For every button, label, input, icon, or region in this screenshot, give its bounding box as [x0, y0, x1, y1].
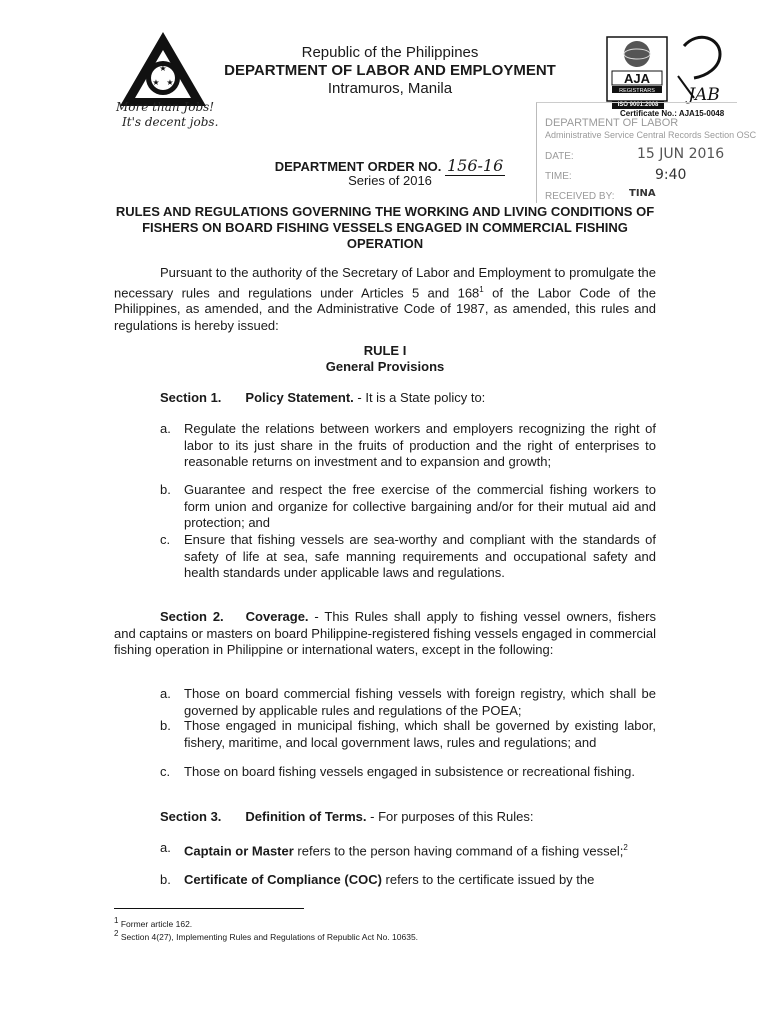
term-captain-or-master: Captain or Master — [184, 843, 294, 859]
header-department: DEPARTMENT OF LABOR AND EMPLOYMENT — [224, 62, 556, 79]
header-republic: Republic of the Philippines — [301, 44, 479, 61]
section-3-item-a — [160, 840, 656, 874]
stamp-date-value: 15 JUN 2016 — [637, 146, 725, 162]
jab-logo — [676, 34, 726, 104]
footnote-divider — [114, 908, 304, 909]
section-1-label: Section 1. — [160, 390, 222, 405]
preamble — [114, 265, 656, 334]
stamp-date-label: DATE: — [545, 151, 574, 162]
aja-registrars-logo — [606, 36, 668, 102]
section-2-item-b — [160, 718, 656, 768]
section-1-item-a — [160, 421, 656, 487]
definition-text — [184, 840, 656, 860]
section-1-intro: - It is a State policy to: — [353, 390, 486, 405]
section-3-label: Section 3. — [160, 809, 222, 824]
list-letter: b. — [160, 482, 171, 497]
term-coc: Certificate of Compliance (COC) — [184, 872, 382, 887]
section-2-item-c — [160, 764, 656, 798]
tagline-1: More than Jobs! — [116, 100, 215, 114]
list-letter: b. — [160, 718, 171, 733]
stamp-service: Administrative Service Central Records Section OSC — [545, 130, 757, 140]
preamble-part-2: of the Labor Code of the Philippines, as amended, and the Administrative Code of 1987, as amended, this rules and regulations is hereby issued: — [114, 284, 656, 333]
footnote-2 — [114, 928, 418, 943]
footnote-ref-2: 2 — [623, 843, 628, 852]
list-text: Those on board commercial fishing vessels with foreign registry, which shall be governed by applicable rules and regulations of the POEA; — [184, 686, 656, 718]
header-place: Intramuros, Manila — [327, 80, 453, 97]
stamp-time-value: 9:40 — [655, 167, 687, 183]
section-3-heading — [160, 809, 660, 826]
list-letter: c. — [160, 532, 171, 547]
registrars-text: REGISTRARS — [619, 88, 655, 94]
section-2-intro: - This Rules shall apply to fishing vessel owners, fishers and captains or masters on board Philippine-registered fishing vessels engaged in commercial fishing operation in Philippine or international waters, except in the following: — [114, 609, 656, 657]
list-text: Regulate the relations between workers and employers recognizing the right of labor to its just share in the fruits of production and the right of enterprises to reasonable returns on investment and to expansion and growth; — [184, 421, 656, 469]
footnote-mark: 1 — [114, 916, 119, 925]
section-2-item-a — [160, 686, 656, 720]
section-1-heading — [160, 390, 660, 407]
list-text: Those engaged in municipal fishing, which shall be governed by existing labor, fishery, maritime, and local government laws, rules and regulations; and — [184, 718, 656, 750]
list-letter: a. — [160, 840, 171, 855]
definition-text — [184, 872, 656, 889]
footnote-text: Section 4(27), Implementing Rules and Regulations of Republic Act No. 10635. — [120, 931, 419, 942]
rule-number: RULE I — [363, 343, 407, 358]
list-letter: a. — [160, 686, 171, 701]
stamp-received-label: RECEIVED BY: — [545, 191, 615, 202]
main-title: RULES AND REGULATIONS GOVERNING THE WORKING AND LIVING CONDITIONS OF FISHERS ON BOARD FISHING VESSELS ENGAGED IN COMMERCIAL FISHING OPERATION — [115, 204, 655, 251]
list-letter: a. — [160, 421, 171, 436]
receipt-stamp — [536, 102, 757, 203]
tagline-2: It's decent jobs. — [122, 115, 219, 129]
aja-text: AJA — [623, 71, 651, 86]
section-3-title: Definition of Terms. — [245, 809, 367, 824]
footnote-mark: 2 — [114, 929, 119, 938]
section-1-item-c — [160, 532, 656, 598]
section-1-item-b — [160, 482, 656, 532]
section-2-paragraph — [114, 609, 656, 659]
list-text: Ensure that fishing vessels are sea-worthy and compliant with the standards of safety of life at sea, safe manning requirements and occupational safety and health standards under applicable laws and regulations. — [184, 532, 656, 580]
svg-text:★: ★ — [159, 64, 167, 73]
stamp-time-label: TIME: — [545, 171, 572, 182]
list-letter: c. — [160, 764, 171, 779]
list-text: Guarantee and respect the free exercise of the commercial fishing workers to form union and organize for collective bargaining and/or for their mutual aid and protection; and — [184, 482, 656, 530]
order-title-prefix: DEPARTMENT ORDER NO. — [274, 159, 442, 174]
order-number: 156-16 — [446, 156, 504, 175]
svg-text:★: ★ — [152, 78, 160, 87]
stamp-department: DEPARTMENT OF LABOR — [545, 117, 679, 129]
footnote-ref-1: 1 — [479, 284, 484, 294]
jab-text: JAB — [688, 85, 720, 104]
section-3-intro: - For purposes of this Rules: — [366, 809, 534, 824]
preamble-part-1: Pursuant to the authority of the Secretary of Labor and Employment to promulgate the necessary rules and regulations under Articles 5 and 168 — [114, 265, 656, 300]
footnote-text: Former article 162. — [120, 918, 193, 929]
certificate-number: Certificate No.: AJA15-0048 — [620, 109, 725, 118]
stamp-received-value: TINA — [629, 188, 656, 199]
list-text: Those on board fishing vessels engaged in subsistence or recreational fishing. — [184, 764, 635, 779]
section-2-title: Coverage. — [245, 609, 309, 624]
list-letter: b. — [160, 872, 171, 887]
section-1-title: Policy Statement. — [245, 390, 354, 405]
term-definition: refers to the certificate issued by the — [381, 872, 595, 887]
svg-text:★: ★ — [166, 78, 174, 87]
section-2-label: Section 2. — [160, 609, 224, 624]
rule-title: General Provisions — [325, 359, 445, 374]
term-definition: refers to the person having command of a fishing vessel; — [293, 843, 624, 859]
iso-text: ISO 9001:2008 — [617, 102, 659, 108]
order-series: Series of 2016 — [348, 173, 432, 188]
section-3-item-b — [160, 872, 656, 890]
